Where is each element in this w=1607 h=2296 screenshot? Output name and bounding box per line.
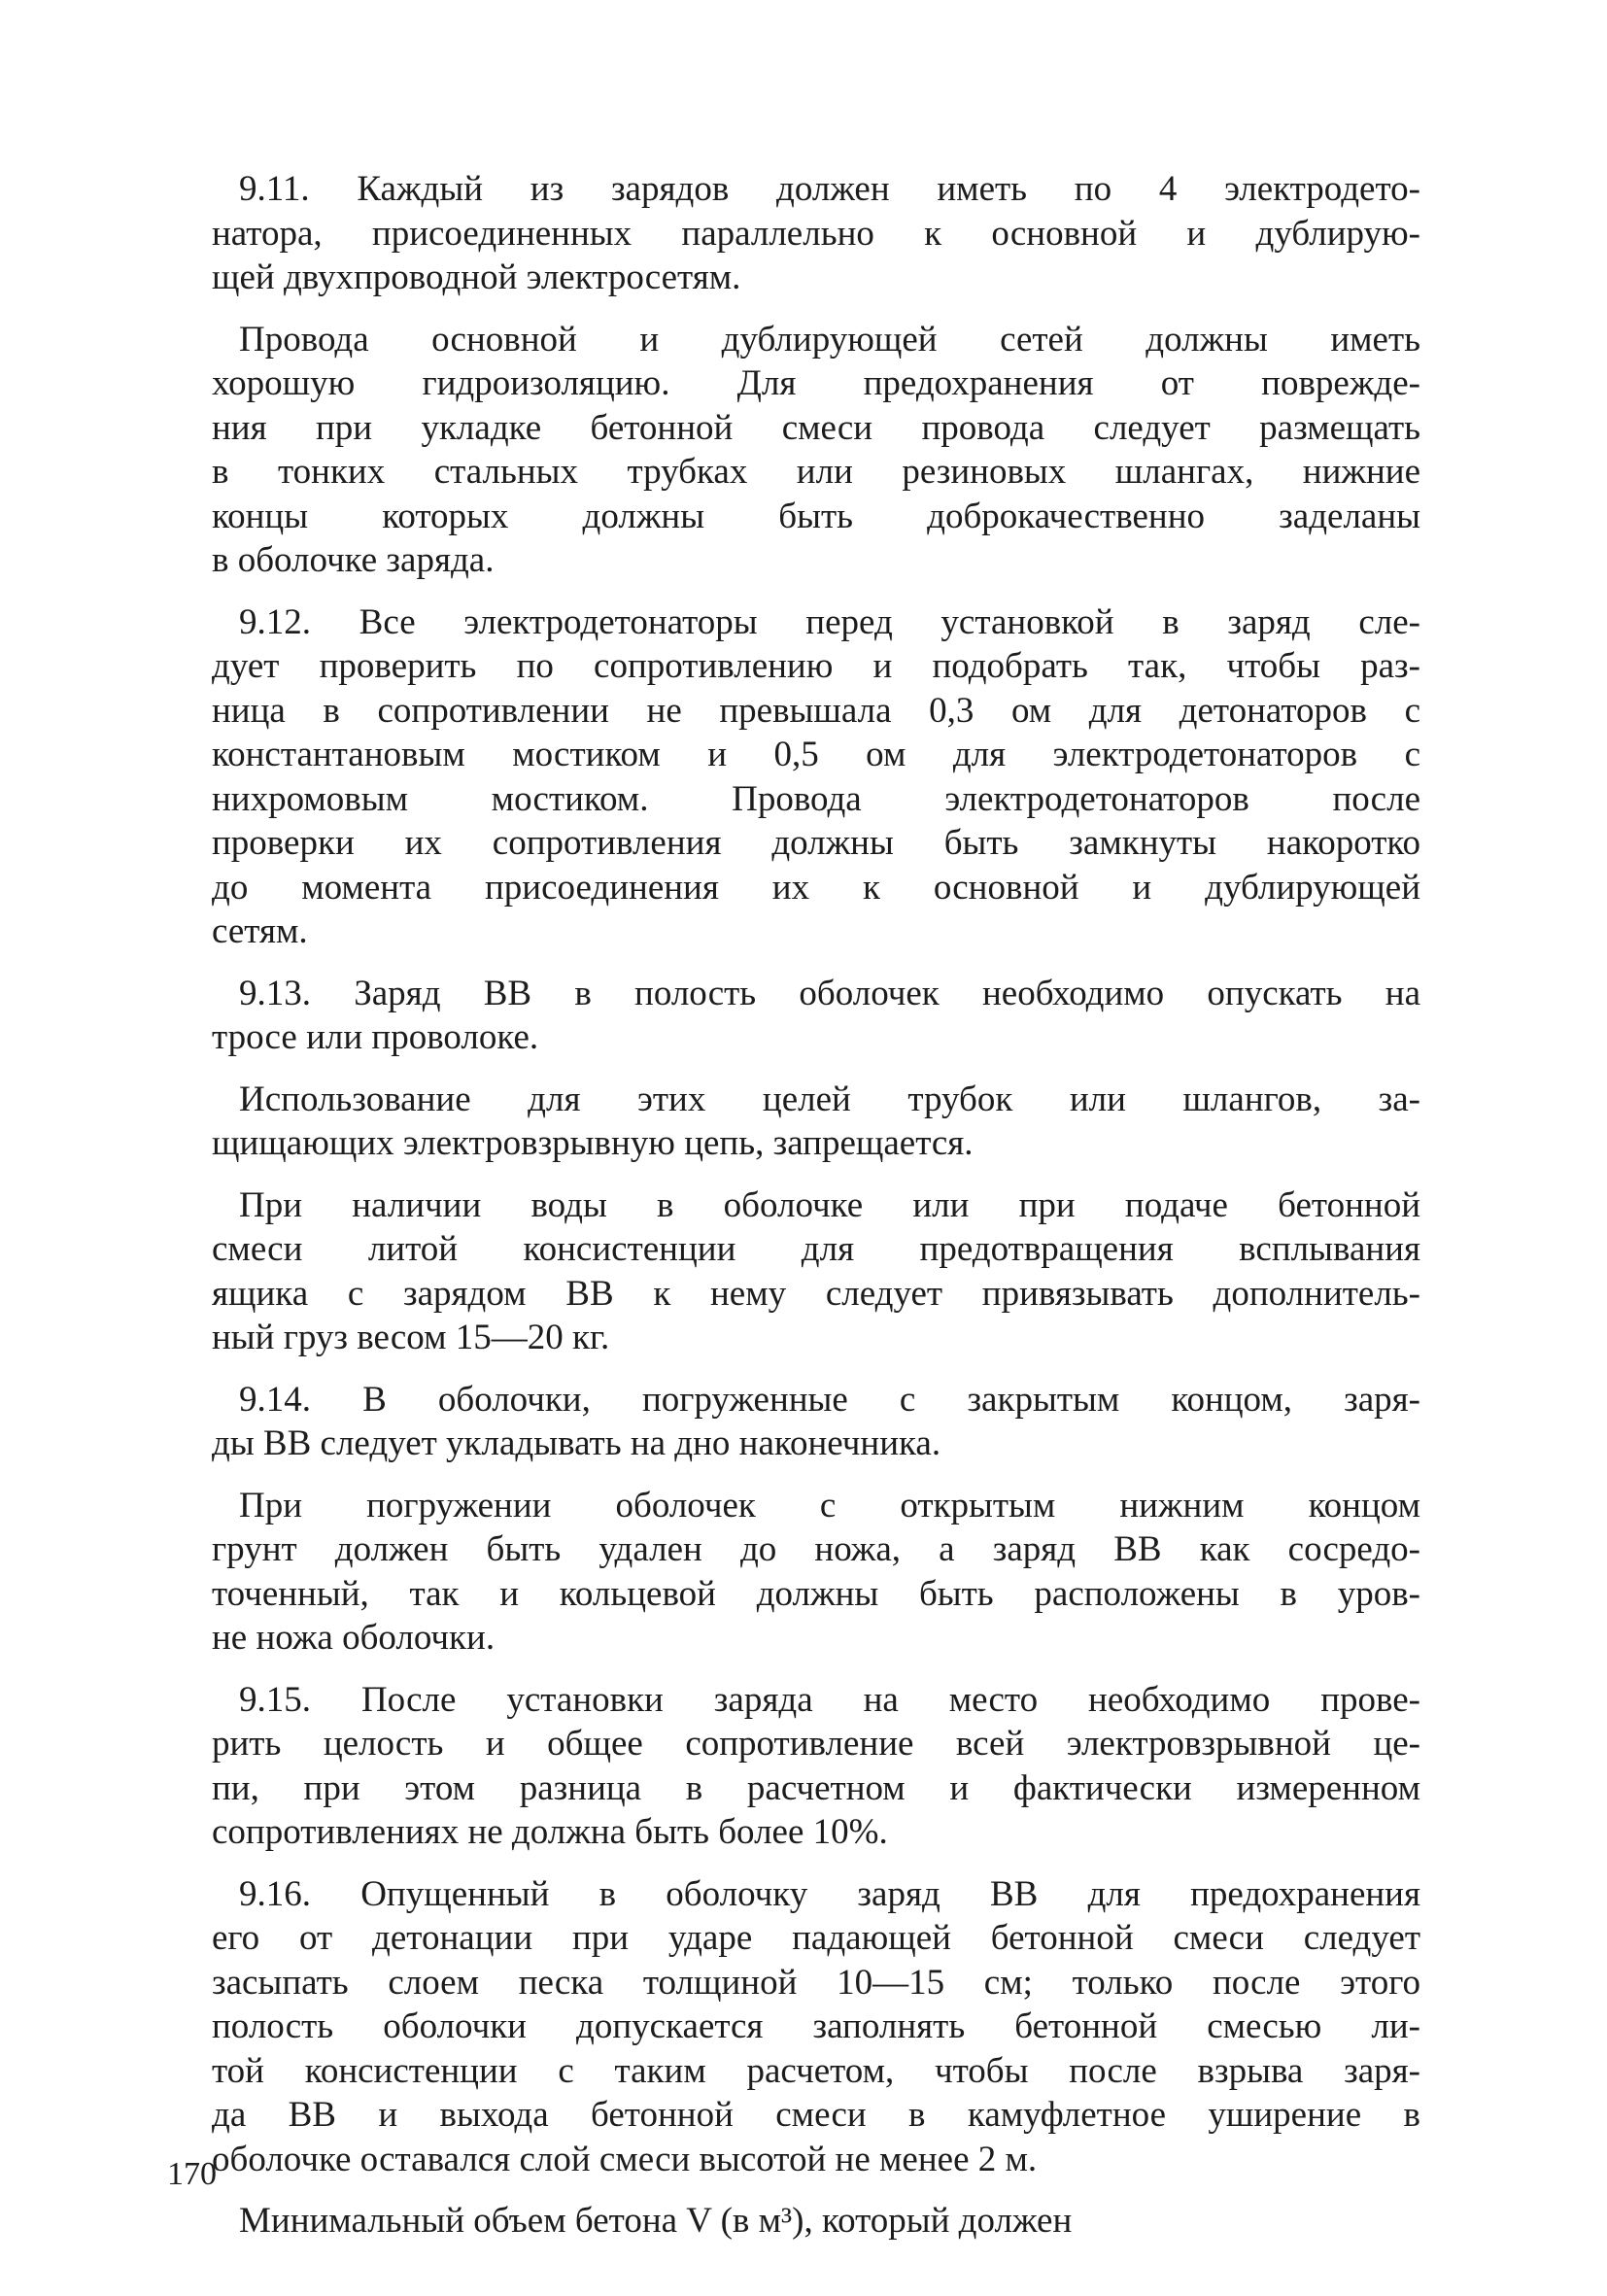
text-line: дует проверить по сопротивлению и подобрать так, чтобы раз- xyxy=(212,646,1420,686)
text-line: При наличии воды в оболочке или при подаче бетонной xyxy=(239,1184,1420,1225)
text-line: до момента присоединения их к основной и дублирующей xyxy=(212,867,1420,908)
text-line: ды ВВ следует укладывать на дно наконечника. xyxy=(212,1423,941,1463)
text-line: 9.15. После установки заряда на место необходимо прове- xyxy=(239,1679,1420,1720)
text-line: Минимальный объем бетона V (в м³), который должен xyxy=(239,2201,1073,2241)
text-line: сетям. xyxy=(212,911,308,951)
paragraph xyxy=(212,318,1420,583)
text-line: тросе или проволоке. xyxy=(212,1017,539,1057)
text-line: 9.12. Все электродетонаторы перед установкой в заряд сле- xyxy=(239,601,1420,642)
text-line: смеси литой консистенции для предотвращения всплывания xyxy=(212,1229,1420,1269)
text-line: да ВВ и выхода бетонной смеси в камуфлетное уширение в xyxy=(212,2095,1420,2135)
body-text xyxy=(212,167,1420,2261)
text-line: в тонких стальных трубках или резиновых шлангах, нижние xyxy=(212,452,1420,492)
text-line: ящика с зарядом ВВ к нему следует привязывать дополнитель- xyxy=(212,1273,1420,1314)
text-line: рить целость и общее сопротивление всей электровзрывной це- xyxy=(212,1724,1420,1764)
text-line: засыпать слоем песка толщиной 10—15 см; только после этого xyxy=(212,1962,1420,2003)
text-line: ница в сопротивлении не превышала 0,3 ом для детонаторов с xyxy=(212,690,1420,731)
paragraph xyxy=(212,167,1420,300)
paragraph xyxy=(212,600,1420,954)
paragraph xyxy=(212,1183,1420,1360)
text-line: 9.11. Каждый из зарядов должен иметь по 4 электродето- xyxy=(239,169,1420,209)
text-line: концы которых должны быть доброкачественно заделаны xyxy=(212,496,1420,536)
text-line: При погружении оболочек с открытым нижним концом xyxy=(239,1485,1420,1525)
text-line: ный груз весом 15—20 кг. xyxy=(212,1318,610,1357)
paragraph xyxy=(212,1378,1420,1466)
text-line: хорошую гидроизоляцию. Для предохранения от поврежде- xyxy=(212,363,1420,403)
text-line: константановым мостиком и 0,5 ом для электродетонаторов с xyxy=(212,735,1420,774)
text-line: нихромовым мостиком. Провода электродетонаторов после xyxy=(212,778,1420,819)
text-line: щей двухпроводной электросетям. xyxy=(212,257,741,297)
text-line: грунт должен быть удален до ножа, а заряд ВВ как сосредо- xyxy=(212,1529,1420,1569)
text-line: 9.14. В оболочки, погруженные с закрытым концом, заря- xyxy=(239,1379,1420,1420)
text-line: 9.16. Опущенный в оболочку заряд ВВ для предохранения xyxy=(239,1873,1420,1914)
text-line: Провода основной и дублирующей сетей должны иметь xyxy=(239,319,1420,360)
text-line: его от детонации при ударе падающей бетонной смеси следует xyxy=(212,1918,1420,1958)
text-line: 9.13. Заряд ВВ в полость оболочек необходимо опускать на xyxy=(239,973,1420,1013)
page-number: 170 xyxy=(167,2156,217,2192)
paragraph xyxy=(212,972,1420,1060)
text-line: не ножа оболочки. xyxy=(212,1618,496,1658)
text-line: проверки их сопротивления должны быть замкнуты накоротко xyxy=(212,823,1420,863)
text-line: полость оболочки допускается заполнять бетонной смесью ли- xyxy=(212,2006,1420,2046)
text-line: пи, при этом разница в расчетном и фактически измеренном xyxy=(212,1767,1420,1808)
text-line: точенный, так и кольцевой должны быть расположены в уров- xyxy=(212,1573,1420,1614)
paragraph xyxy=(212,1678,1420,1855)
text-line: натора, присоединенных параллельно к основной и дублирую- xyxy=(212,213,1420,254)
text-line: Использование для этих целей трубок или шлангов, за- xyxy=(239,1079,1420,1119)
text-line: в оболочке заряда. xyxy=(212,540,495,580)
text-line: оболочке оставался слой смеси высотой не менее 2 м. xyxy=(212,2139,1038,2179)
text-line: сопротивлениях не должна быть более 10%. xyxy=(212,1812,888,1852)
text-line: той консистенции с таким расчетом, чтобы после взрыва заря- xyxy=(212,2050,1420,2091)
paragraph xyxy=(212,1078,1420,1166)
text-line: щищающих электровзрывную цепь, запрещается. xyxy=(212,1123,974,1163)
paragraph xyxy=(212,1872,1420,2182)
paragraph xyxy=(212,1484,1420,1661)
paragraph xyxy=(212,2199,1420,2244)
text-line: ния при укладке бетонной смеси провода следует размещать xyxy=(212,407,1420,448)
